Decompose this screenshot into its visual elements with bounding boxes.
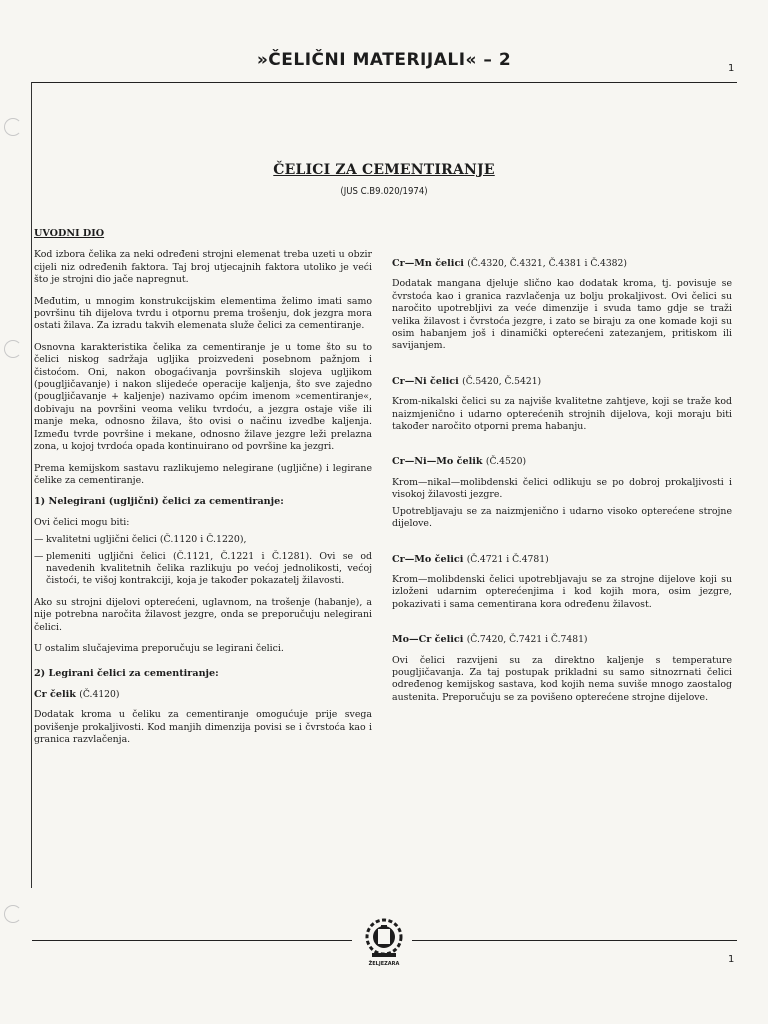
steel-grade-heading: Cr čelik (Č.4120) (34, 688, 120, 700)
paragraph: Upotrebljavaju se za naizmjenično i udarno visoko opterećene strojne dijelove. (392, 505, 732, 530)
paragraph: Krom-nikalski čelici su za najviše kvalitetne zahtjeve, koji se traže kod naizmjenično i udarno opterećenih strojnih dijelova, koji moraju biti također naročito otporni prema habanju. (392, 396, 732, 433)
paragraph: Dodatak kroma u čeliku za cementiranje omogućuje prije svega povišenje prokaljivosti. Kod manjih dimenzija povisi se i čvrstoća kao i granica razvlačenja. (34, 709, 372, 745)
left-margin-rule (31, 82, 32, 888)
steel-grade-heading: Cr—Mn čelici (Č.4320, Č.4321, Č.4381 i Č.4382) (392, 258, 627, 269)
section-heading-alloy: 2) Legirani čelici za cementiranje: (34, 668, 219, 680)
right-column (392, 258, 732, 713)
steel-grade-heading: Mo—Cr čelici (Č.7420, Č.7421 i Č.7481) (392, 634, 588, 646)
company-logo-icon (360, 915, 408, 967)
paragraph: U ostalim slučajevima preporučuju se legirani čelici. (34, 642, 284, 654)
paragraph: Ovi čelici mogu biti: (34, 516, 130, 528)
header-rule (32, 82, 737, 83)
document-standard: (JUS C.B9.020/1974) (340, 186, 428, 197)
steel-grade-heading: Cr—Ni čelici (Č.5420, Č.5421) (392, 375, 542, 387)
paragraph: Prema kemijskom sastavu razlikujemo nelegirane (ugljične) i legirane čelike za cementiranje. (34, 462, 372, 486)
section-heading-nonalloy: 1) Nelegirani (ugljični) čelici za cementiranje: (34, 496, 284, 508)
binder-hole (4, 118, 22, 136)
page-number-top: 1 (728, 63, 735, 74)
steel-grade-heading: Cr—Ni—Mo čelik (Č.4520) (392, 456, 527, 468)
paragraph: Ovi čelici razvijeni su za direktno kaljenje s temperature pougljičavanja. Za taj postupak prikladni su samo sitnozrnati čelici određenog kemijskog sastava, kod kojih nema suviše mnogo zaostalog austenita. Preporučuju se za povišeno opterećene strojne dijelove. (392, 654, 732, 703)
paragraph: Ako su strojni dijelovi opterećeni, uglavnom, na trošenje (habanje), a nije potrebna naročita žilavost jezgre, onda se preporučuju nelegirani čelici. (34, 596, 372, 633)
paragraph: Krom—nikal—molibdenski čelici odlikuju se po dobroj prokaljivosti i visokoj žilavosti jezgre. (392, 476, 732, 501)
intro-heading: UVODNI DIO (34, 228, 105, 239)
footer-rule-right (412, 940, 737, 941)
paragraph: Krom—molibdenski čelici upotrebljavaju se za strojne dijelove koji su izloženi udarnim opterećenjima i kod kojih mora, osim jezgre, pokazivati i sama cementirana kora određenu žilavost. (392, 573, 732, 610)
binder-hole (4, 905, 22, 923)
paragraph: Osnovna karakteristika čelika za cementiranje je u tome što su to čelici niskog sadržaja ugljika proizvedeni posebnom pažnjom i čistoćom. Oni, nakon obogaćivanja površinskih slojeva ugljikom (pougljičavanje) i nakon slijedeće operacije kaljenja, što sve zajedno (pougljičavanje + kaljenje) nazivamo općim imenom »cementiranje«, dobivaju na površini veoma veliku tvrdoću, a jezgra ostaje više ili manje meka, odnosno žilava, što ovisi o načinu izvedbe kaljenja. Između tvrde površine i mekane, odnosno žilave jezgre leži prelazna zona, u kojoj tvrdoća opada kontinuirano od površine ka jezgri. (34, 341, 372, 453)
document-title: ČELICI ZA CEMENTIRANJE (273, 162, 495, 178)
svg-text:ŽELJEZARA: ŽELJEZARA (368, 961, 400, 967)
list-item: — kvalitetni ugljični čelici (Č.1120 i Č.1220), (34, 534, 247, 546)
page-number-bottom: 1 (728, 954, 735, 965)
paragraph: Dodatak mangana djeluje slično kao dodatak kroma, tj. povisuje se čvrstoća kao i granica razvlačenja uz bolju prokaljivost. Ovi čelici su naročito upotrebljivi za veće dimenzije i svuda tamo gdje se traži velika žilavost i čvrstoća jezgre, i zato se biraju za one komade koji su osim habanjem još i dinamički opterećeni zatezanjem, pritiskom ili savijanjem. (392, 278, 732, 352)
footer-rule-left (32, 940, 352, 941)
binder-hole (4, 340, 22, 358)
list-item: — plemeniti ugljični čelici (Č.1121, Č.1221 i Č.1281). Ovi se od navedenih kvalitetnih čelika razlikuju po većoj jednolikosti, većoj čistoći, te višoj kontrakciji, koja je također pokazatelj žilavosti. (34, 550, 372, 587)
left-column (34, 228, 372, 755)
paragraph: Kod izbora čelika za neki određeni strojni elemenat treba uzeti u obzir cijeli niz određenih faktora. Taj broj utjecajnih faktora utoliko je veći što je strojni dio jače napregnut. (34, 249, 372, 286)
paragraph: Međutim, u mnogim konstrukcijskim elementima želimo imati samo površinu tih dijelova tvrdu i otpornu prema trošenju, dok jezgra mora ostati žilava. Za izradu takvih elemenata služe čelici za cementiranje. (34, 295, 372, 332)
steel-grade-heading: Cr—Mo čelici (Č.4721 i Č.4781) (392, 553, 549, 565)
header-title: »ČELIČNI MATERIJALI« – 2 (256, 50, 512, 70)
